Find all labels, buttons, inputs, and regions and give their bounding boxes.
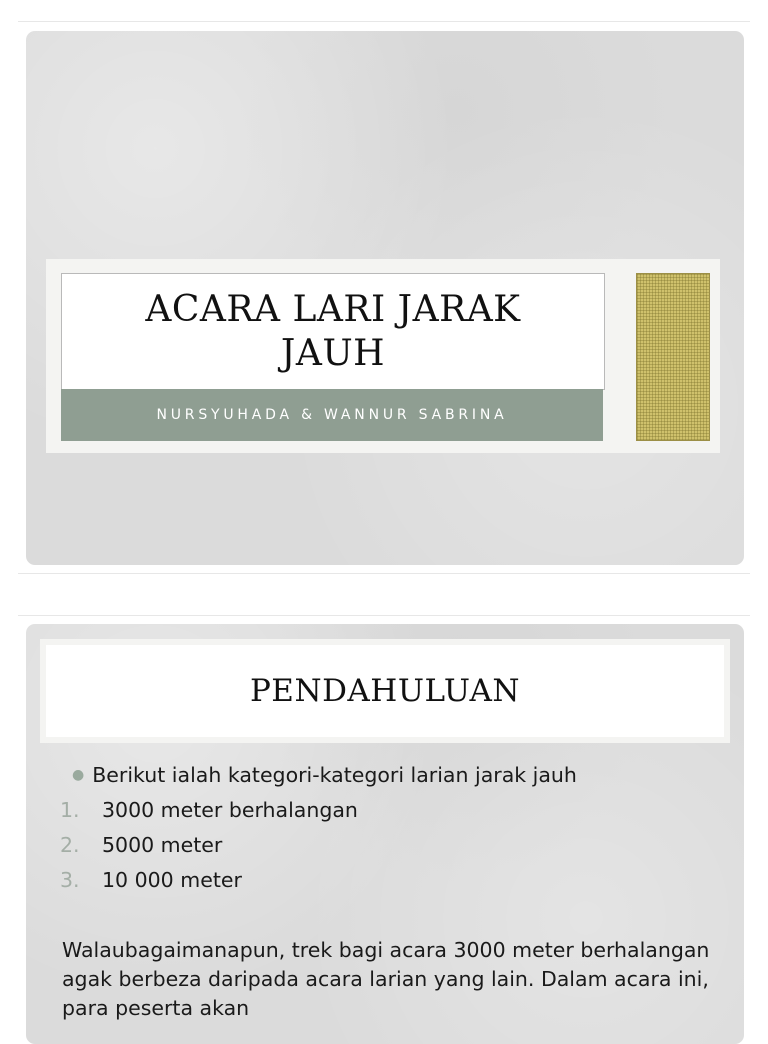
list-item (60, 868, 242, 892)
slide-heading: PENDAHULUAN (249, 673, 521, 709)
bullet-item (72, 763, 577, 787)
slide-title: ACARA LARI JARAK JAUH (145, 288, 521, 374)
bullet-dot-icon: ● (72, 767, 85, 783)
list-text: 10 000 meter (102, 868, 242, 892)
accent-panel (626, 259, 720, 453)
heading-panel (40, 639, 730, 743)
list-item (60, 798, 358, 822)
accent-tile (636, 273, 710, 441)
heading-box (46, 645, 724, 737)
list-text: 3000 meter berhalangan (102, 798, 358, 822)
title-panel (46, 259, 644, 453)
bullet-text: Berikut ialah kategori-kategori larian jarak jauh (92, 763, 577, 787)
title-box (61, 273, 605, 390)
slide-subtitle: NURSYUHADA & WANNUR SABRINA (156, 407, 508, 423)
list-number: 1. (60, 798, 80, 822)
page-divider-second (18, 615, 750, 616)
page-divider-top (18, 21, 750, 22)
list-number: 2. (60, 833, 80, 857)
list-text: 5000 meter (102, 833, 223, 857)
list-item (60, 833, 222, 857)
page-divider-middle (18, 573, 750, 574)
title-slide (26, 31, 744, 565)
content-slide (26, 624, 744, 1044)
body-paragraph: Walaubagaimanapun, trek bagi acara 3000 meter berhalangan agak berbeza daripada acara larian yang lain. Dalam acara ini, para peserta akan (62, 938, 710, 1020)
list-number: 3. (60, 868, 80, 892)
subtitle-bar (61, 389, 603, 441)
